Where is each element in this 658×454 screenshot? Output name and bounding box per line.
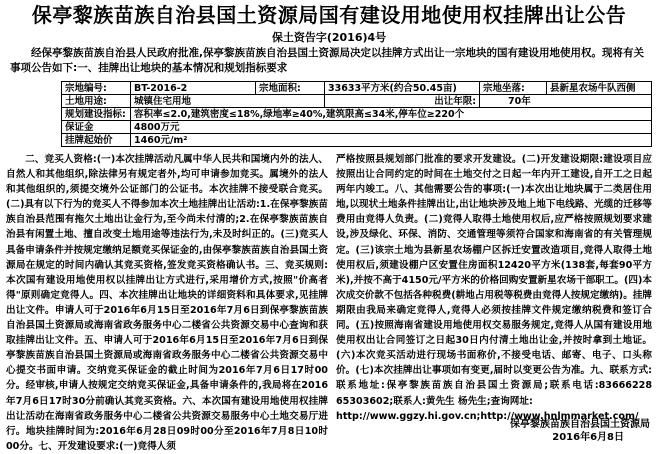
document-number: 保土资告字(2016)4号	[271, 31, 387, 44]
table-cell: 宗地坐落:	[480, 82, 547, 95]
table-row	[62, 95, 652, 108]
notice-title: 保亭黎族苗族自治县国土资源局国有建设用地使用权挂牌出让公告	[31, 3, 627, 27]
table-cell: 保证金	[62, 121, 131, 134]
body-paragraph: 二、竞买人资格:(一)本次挂牌活动凡属中华人民共和国境内外的法人、自然人和其他组织,除法律另有规定者外,均可申请参加竞买。属境外的法人和其他组织的,须提交境外公证部门的公证书。本次挂牌不接受联合竞买。(二)具有以下行为的竞买人不得参加本次土地挂牌出让活动:1.在保亭黎族苗族自治县范围有拖欠土地出让金行为,至今尚未付清的;2.在保亭黎族苗族自治县有闲置土地、擅自改变土地用途等违法行为,未及时纠正的。(三)竞买人具备申请条件并按规定缴纳足额竞买保证金的,由保亭黎族苗族自治县国土资源局在规定的时间内确认其竞买资格,签发竞买资格确认书。三、竞买规则:本次国有建设用地使用权以挂牌出让方式进行,采用增价方式,按照"价高者得"原则确定竞得人。四、本次挂牌出让地块的详细资料和具体要求,见挂牌出让文件。申请人可于2016年6月15日至2016年7月6日到保亭黎族苗族自治县国土资源局或海南省政务服务中心二楼省公共资源交易中心查询和获取挂牌出让文件。五、申请人可于2016年6月15日至2016年7月6日到保亭黎族苗族自治县国土资源局或海南省政务服务中心二楼省公共资源交易中心提交书面申请。交纳竞买保证金的截止时间为2016年7月6日17时00分。经审核,申请人按规定交纳竞买保证金,具备申请条件的,我局将在2016年7月6日17时30分前确认其竞买资格。六、本次国有建设用地使用权挂牌出让活动在海南省政务服务中心二楼省公共资源交易服务中心土地交易厅进行。地块挂牌时间为:2016年6月28日09时00分至2016年7月8日10时00分。七、开发建设要求:(一)竞得人须	[6, 154, 328, 452]
table-cell: 出让年限:	[325, 95, 480, 108]
issuer-name: 保亭黎族苗族自治县国土资源局	[510, 419, 650, 430]
table-cell: 宗地面积:	[256, 82, 325, 95]
intro-paragraph: 经保亭黎族苗族自治县人民政府批准,保亭黎族苗族自治县国土资源局决定以挂牌方式出让一宗地块的国有建设用地使用权。现将有关事项公告如下:一、挂牌出让地块的基本情况和规划指标要求	[10, 47, 644, 74]
table-cell: BT-2016-2	[131, 82, 256, 95]
website-urls: http://www.ggzy.hi.gov.cn;http://www.hnlmmarket.com/	[336, 410, 639, 422]
table-cell: 4800万元	[131, 121, 652, 134]
parcel-parameters-table	[61, 81, 652, 147]
table-cell: 挂牌起始价	[62, 134, 131, 147]
table-row	[62, 134, 652, 147]
table-cell: 宗地编号:	[62, 82, 131, 95]
table-row	[62, 108, 652, 121]
right-column-text	[336, 152, 652, 424]
left-column-text	[6, 152, 328, 454]
table-cell: 规划建设指标:	[62, 108, 131, 121]
table-cell: 土地用途:	[62, 95, 131, 108]
issue-date: 2016年6月8日	[552, 432, 624, 443]
signature-block	[510, 418, 650, 444]
table-cell: 县新星农场牛队西侧	[547, 82, 652, 95]
table-row	[62, 121, 652, 134]
table-cell: 容积率≤2.0,建筑密度≤18%,绿地率≥40%,建筑限高≤34米,停车位≥220个	[131, 108, 652, 121]
body-paragraph: 严格按照县规划部门批准的要求开发建设。(二)开发建设期限:建设项目应按照出让合同约定的时间在土地交付之日起一年内开工建设,自开工之日起两年内竣工。八、其他需要公告的事项:(一)本次出让地块属于二类居住用地,以现状土地条件挂牌出让,出让地块涉及地上地下电线路、光缆的迁移等费用由竞得人负责。(二)竞得人取得土地使用权后,应严格按照规划要求建设,涉及绿化、环保、消防、交通管理等须符合国家和海南省的有关管理规定。(三)该宗土地为县新星农场棚户区拆迁安置改造项目,竞得人取得土地使用权后,须建设棚户区安置住房面积12420平方米(138套,每套90平方米),并按不高于4150元/平方米的价格回购安置新星农场干部职工。(四)本次成交价款不包括各种税费(耕地占用税等税费由竞得人按规定缴纳)。挂牌期限由我局来确定竞得人,竞得人必须按挂牌文件规定缴纳税费和签订合同。(五)按照海南省建设用地使用权交易服务规定,竞得人从国有建设用地使用权出让合同签订之日起30日内付清土地出让金,并按时拿到土地证。(六)本次竞买活动进行现场书面称价,不接受电话、邮寄、电子、口头称价。(七)本次挂牌出让事项如有变更,届时以变更公告为准。九、联系方式:联系地址:保亭黎族苗族自治县国土资源局;联系电话:83666228 65303602;联系人:黄先生 杨先生;查询网址:	[336, 154, 652, 407]
table-row	[62, 82, 652, 95]
table-cell: 1460元/m²	[131, 134, 652, 147]
table-cell: 70年	[480, 95, 652, 108]
table-cell: 33633平方米(约合50.45亩)	[325, 82, 480, 95]
table-cell: 城镇住宅用地	[131, 95, 325, 108]
